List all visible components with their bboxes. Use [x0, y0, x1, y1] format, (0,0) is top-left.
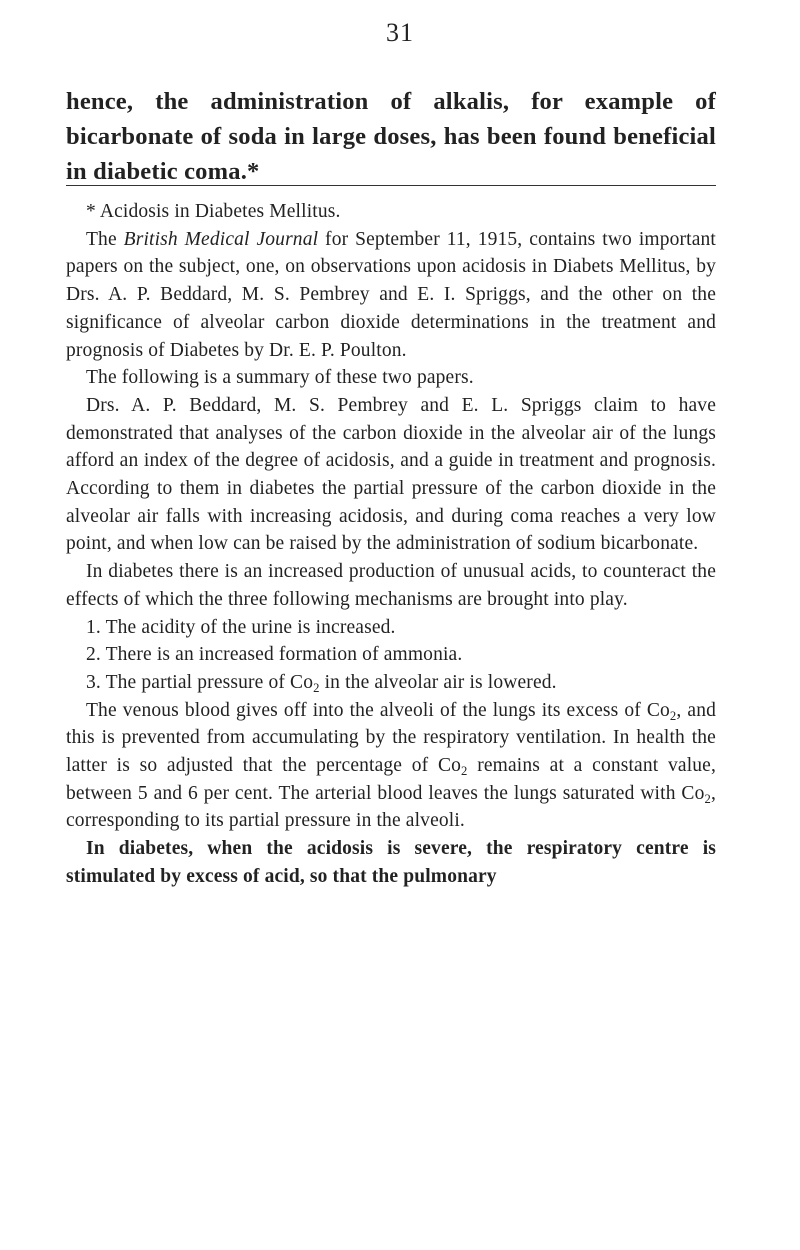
list-item-3 [66, 669, 716, 697]
p5-c: remains at a constant value, between 5 and 6 per cent. The arterial blood leaves the lungs saturated with Co [66, 755, 716, 804]
p1-after: for September 11, 1915, contains two important papers on the subject, one, on observations upon acidosis in Diabets Mellitus, by Drs. A. P. Beddard, M. S. Pembrey and E. I. Spriggs, and the other on the significance of alveolar carbon dioxide determinations in the treatment and prognosis of Diabetes by Dr. E. P. Poulton. [66, 228, 716, 361]
footnote-paragraph-4: In diabetes there is an increased production of unusual acids, to counteract the effects of which the three following mechanisms are brought into play. [66, 561, 716, 610]
footnote-paragraph-5 [66, 697, 716, 836]
p1-before: The [86, 228, 124, 250]
footnote-heading: * Acidosis in Diabetes Mellitus. [86, 201, 341, 222]
footnote-paragraph-3: Drs. A. P. Beddard, M. S. Pembrey and E. L. Spriggs claim to have demonstrated that analyses of the carbon dioxide in the alveolar air of the lungs afford an index of the degree of acidosis, and a guide in treatment and prognosis. According to them in diabetes the partial pressure of the carbon dioxide in the alveolar air falls with increasing acidosis, and during coma reaches a very low point, and when low can be raised by the administration of sodium bicarbonate. [66, 394, 716, 555]
footnote-paragraph-2: The following is a summary of these two papers. [86, 367, 474, 389]
list-item-1: 1. The acidity of the urine is increased. [86, 616, 396, 638]
subscript: 2 [704, 791, 711, 806]
p5-d: , corresponding to its partial pressure in the alveoli. [66, 782, 716, 832]
subscript: 2 [461, 763, 468, 778]
main-text-paragraph: hence, the administration of alkalis, for example of bicarbonate of soda in large doses, has been found beneficial in diabetic coma.* [66, 88, 716, 185]
subscript: 2 [669, 708, 677, 723]
page-number: 31 [386, 18, 414, 47]
footnote [66, 198, 716, 891]
p5-a: The venous blood gives off into the alveoli of the lungs its excess of Co [86, 699, 670, 721]
item3-before: 3. The partial pressure of Co [86, 671, 314, 693]
p5-b: , and this is prevented from accumulating by the respiratory ventilation. In health the latter is so adjusted that the percentage of Co [66, 699, 716, 777]
footnote-paragraph-1 [66, 226, 716, 365]
footnote-paragraph-6: In diabetes, when the acidosis is severe, the respiratory centre is stimulated by excess of acid, so that the pulmonary [66, 838, 716, 887]
subscript: 2 [313, 680, 320, 695]
item3-after: in the alveolar air is lowered. [319, 671, 557, 693]
list-item-2: 2. There is an increased formation of ammonia. [86, 644, 463, 666]
journal-title: British Medical Journal [123, 228, 319, 250]
footnote-divider [66, 185, 716, 186]
